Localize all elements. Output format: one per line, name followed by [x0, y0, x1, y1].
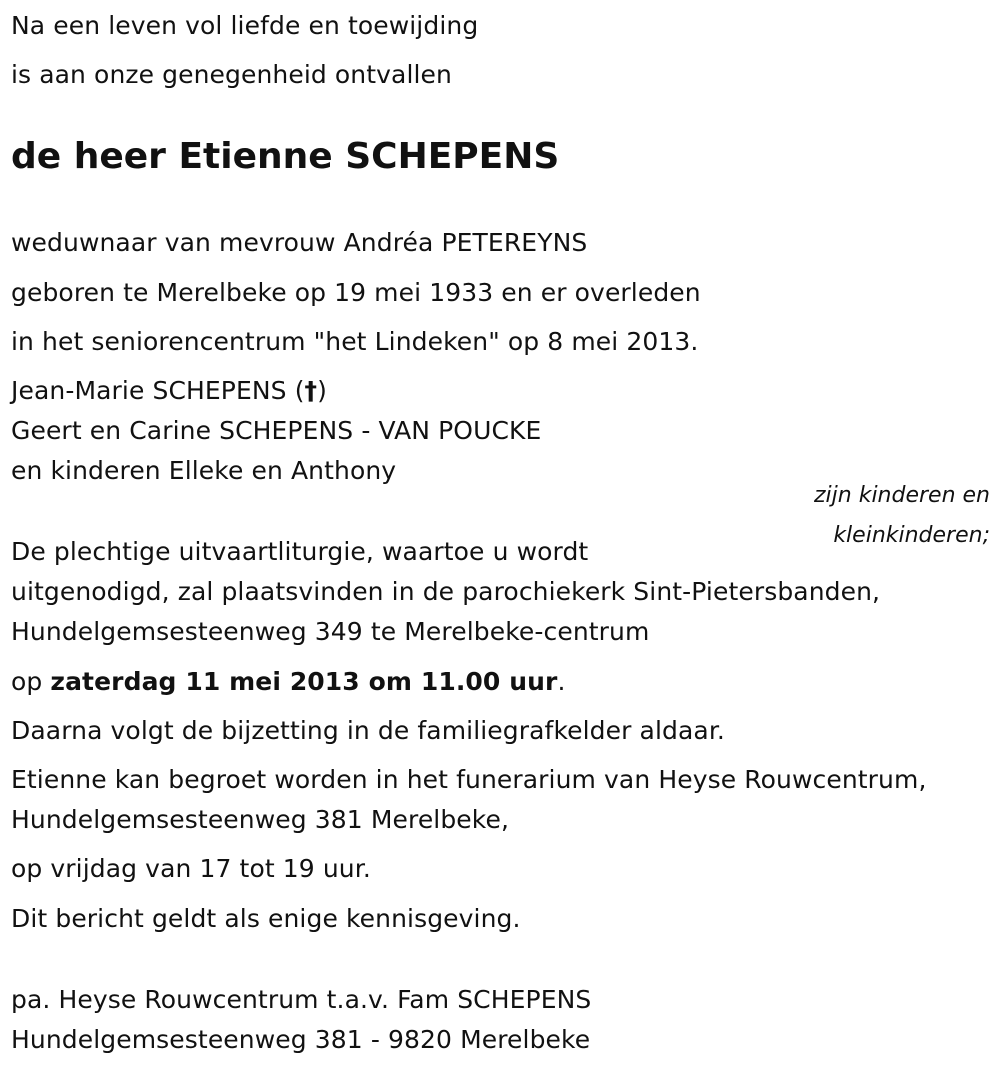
funeral-date-bold: zaterdag 11 mei 2013 om 11.00 uur	[50, 667, 558, 696]
intro-line-1: Na een leven vol liefde en toewijding	[11, 11, 479, 40]
visit-time-line: op vrijdag van 17 tot 19 uur.	[11, 854, 371, 883]
notice-line: Dit bericht geldt als enige kennisgeving.	[11, 904, 521, 933]
deceased-name: de heer Etienne SCHEPENS	[11, 136, 560, 177]
relation-line-2: kleinkinderen;	[833, 523, 990, 548]
birth-line: geboren te Merelbeke op 19 mei 1933 en er overleden	[11, 278, 701, 307]
funeral-line-3: Hundelgemsesteenweg 349 te Merelbeke-centrum	[11, 617, 650, 646]
funeral-date	[11, 667, 565, 697]
cross-icon: †	[304, 376, 318, 405]
family-member-1-name: Jean-Marie SCHEPENS (	[11, 376, 305, 405]
family-member-2: Geert en Carine SCHEPENS - VAN POUCKE	[11, 416, 542, 445]
family-member-3: en kinderen Elleke en Anthony	[11, 456, 397, 485]
funeral-date-prefix: op	[11, 667, 51, 696]
intro-line-2: is aan onze genegenheid ontvallen	[11, 60, 452, 89]
widower-line: weduwnaar van mevrouw Andréa PETEREYNS	[11, 228, 588, 257]
death-line: in het seniorencentrum "het Lindeken" op 8 mei 2013.	[11, 327, 699, 356]
funeral-line-2: uitgenodigd, zal plaatsvinden in de parochiekerk Sint-Pietersbanden,	[11, 577, 881, 606]
burial-line: Daarna volgt de bijzetting in de familiegrafkelder aldaar.	[11, 716, 725, 745]
family-member-1-close: )	[317, 376, 328, 405]
family-member-1	[11, 376, 327, 406]
contact-line-2: Hundelgemsesteenweg 381 - 9820 Merelbeke	[11, 1025, 591, 1054]
relation-line-1: zijn kinderen en	[814, 483, 990, 508]
contact-line-1: pa. Heyse Rouwcentrum t.a.v. Fam SCHEPENS	[11, 985, 592, 1014]
visit-line-1: Etienne kan begroet worden in het funerarium van Heyse Rouwcentrum,	[11, 765, 927, 794]
funeral-line-1: De plechtige uitvaartliturgie, waartoe u wordt	[11, 537, 589, 566]
visit-line-2: Hundelgemsesteenweg 381 Merelbeke,	[11, 805, 510, 834]
funeral-date-suffix: .	[557, 667, 566, 696]
